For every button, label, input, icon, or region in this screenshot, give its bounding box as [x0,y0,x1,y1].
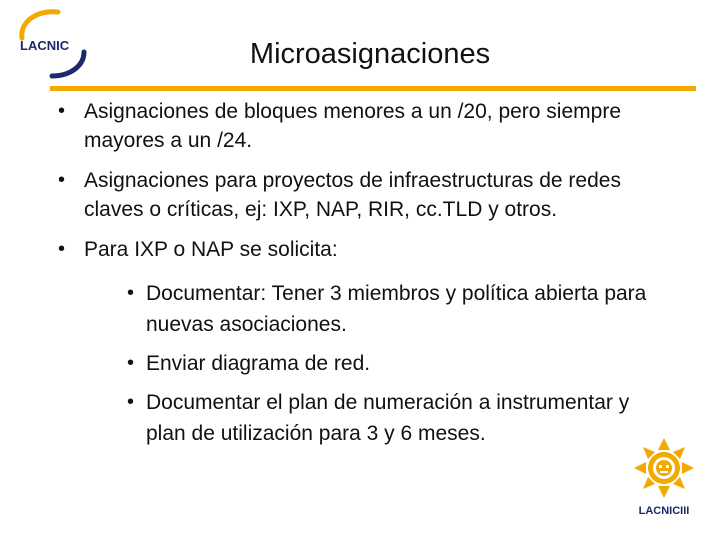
sub-bullet-text: Documentar: Tener 3 miembros y política abierta para nuevas asociaciones. [146,282,647,336]
sub-bullet-text: Documentar el plan de numeración a instrumentar y plan de utilización para 3 y 6 meses. [146,391,630,445]
bullet-list [58,97,678,449]
sub-bullet-item [127,387,667,449]
page-title: Microasignaciones [249,38,491,70]
sub-bullet-list [127,278,667,449]
lacnic-logo-text: LACNIC [20,38,70,53]
sub-bullet-item [127,348,667,379]
bullet-text: Para IXP o NAP se solicita: [84,238,338,261]
slide-content [58,97,678,460]
bullet-text: Asignaciones para proyectos de infraestructuras de redes claves o críticas, ej: IXP, NAP, RIR, cc.TLD y otros. [84,169,621,221]
lacnic-iii-logo-text: LACNICIII [638,505,690,517]
sub-bullet-item [127,278,667,340]
lacnic-iii-logo [628,436,700,518]
bullet-item [58,166,678,224]
bullet-item [58,97,678,155]
title-divider [50,86,696,91]
bullet-item [58,235,678,449]
bullet-text: Asignaciones de bloques menores a un /20, pero siempre mayores a un /24. [84,100,621,152]
sub-bullet-text: Enviar diagrama de red. [146,352,371,375]
